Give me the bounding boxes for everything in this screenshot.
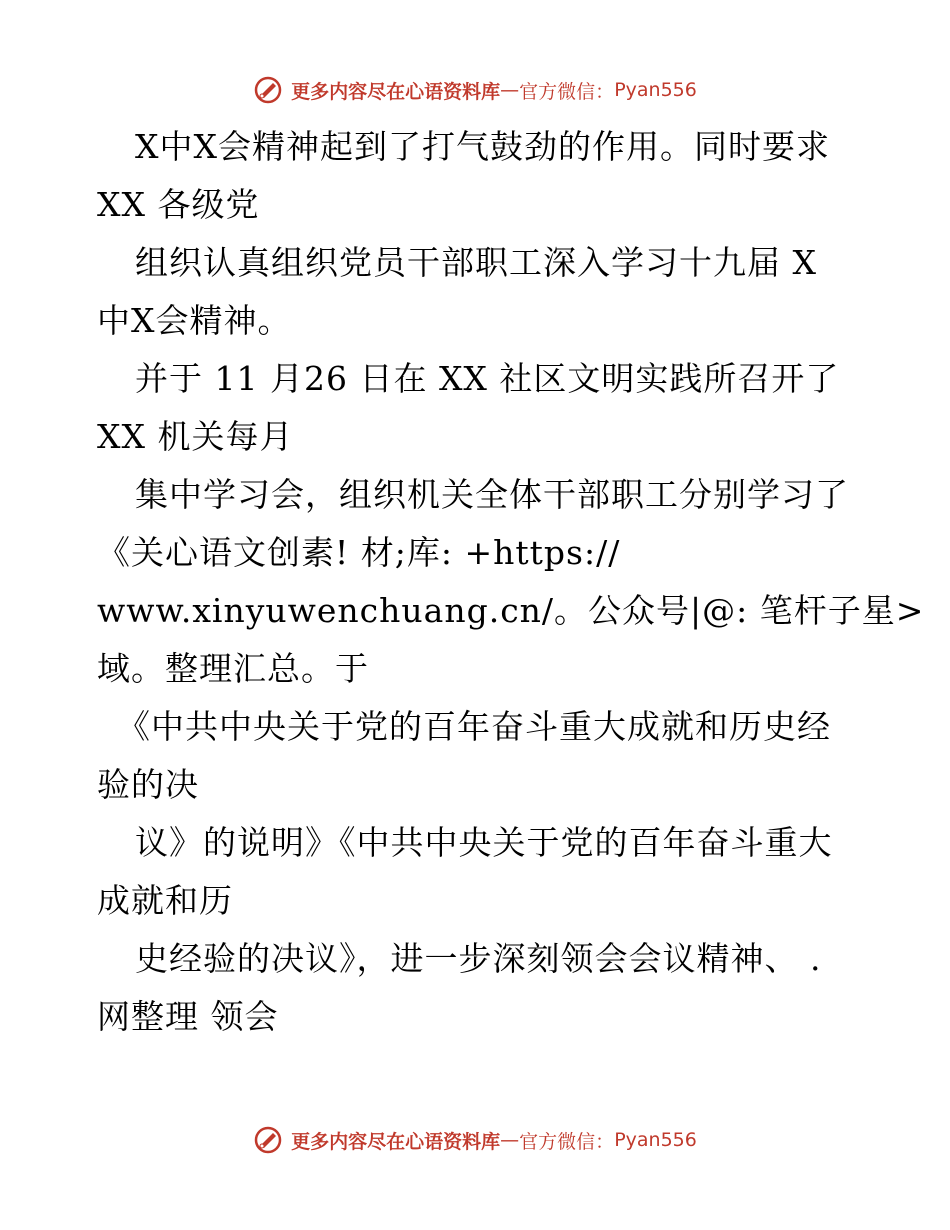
- document-body: [97, 118, 925, 1046]
- text-line: 域。整理汇总。于: [97, 649, 369, 688]
- brand-logo-icon: [253, 1125, 283, 1155]
- text-line: 成就和历: [97, 881, 233, 920]
- site-name: 更多内容尽在心语资料库: [291, 1130, 501, 1153]
- brand-logo-icon: [253, 75, 283, 105]
- text-line: 并于 11 月26 日在 XX 社区文明实践所召开了: [135, 359, 840, 398]
- text-line: 《中共中央关于党的百年奋斗重大成就和历史经: [117, 707, 831, 746]
- text-line: 验的决: [97, 765, 199, 804]
- wechat-handle: Pyan556: [614, 1129, 697, 1151]
- text-line: 组织认真组织党员干部职工深入学习十九届 X: [135, 243, 817, 282]
- text-line: 议》的说明》《中共中央关于党的百年奋斗重大: [135, 823, 833, 862]
- text-line: 史经验的决议》，进一步深刻领会会议精神、 .: [135, 939, 822, 978]
- text-line: XX 机关每月: [97, 417, 294, 456]
- wechat-label: 官方微信：: [519, 1130, 615, 1153]
- text-line: 中X会精神。: [97, 301, 292, 340]
- text-line: X中X会精神起到了打气鼓劲的作用。同时要求: [135, 127, 830, 166]
- text-line: www.xinyuwenchuang.cn/。公众号|@: 笔杆子星>: [97, 591, 925, 630]
- text-line: 网整理 领会: [97, 997, 279, 1036]
- banner-dash: —: [500, 1129, 520, 1151]
- wechat-label: 官方微信：: [519, 80, 615, 103]
- text-line: 集中学习会，组织机关全体干部职工分别学习了: [135, 475, 849, 514]
- wechat-handle: Pyan556: [614, 79, 697, 101]
- footer-banner: [0, 1120, 950, 1160]
- text-line: XX 各级党: [97, 185, 260, 224]
- site-name: 更多内容尽在心语资料库: [291, 80, 501, 103]
- banner-dash: —: [500, 79, 520, 101]
- text-line: 《关心语文创素! 材;库: +https://: [97, 533, 621, 572]
- header-banner: [0, 70, 950, 110]
